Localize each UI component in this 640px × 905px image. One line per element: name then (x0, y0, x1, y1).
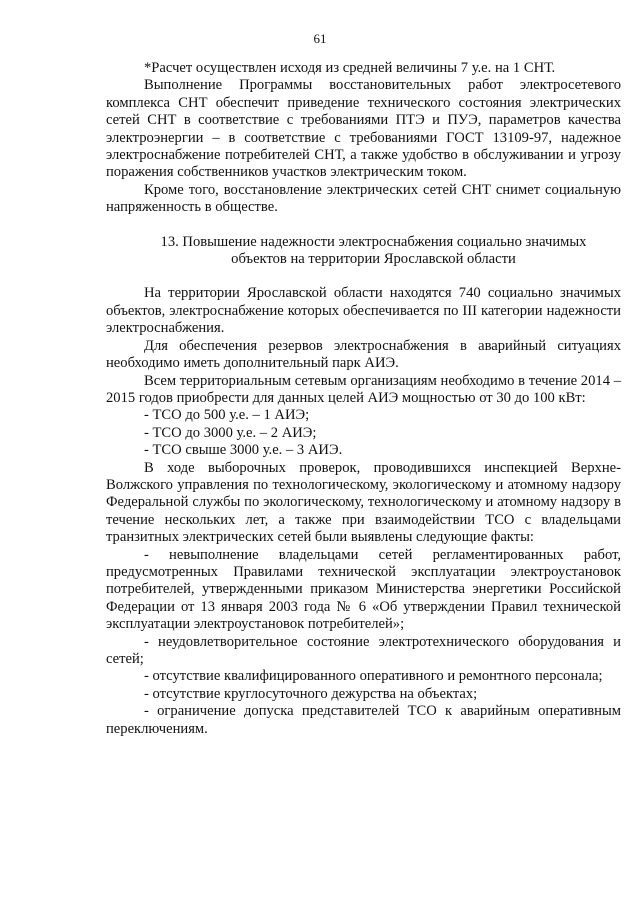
section-heading-line-1: 13. Повышение надежности электроснабжения социально значимых (160, 233, 587, 250)
footnote: *Расчет осуществлен исходя из средней величины 7 у.е. на 1 СНТ. (144, 60, 556, 76)
paragraph-aie-purchase: Всем территориальным сетевым организациям необходимо в течение 2014 – 2015 годов приобрести для данных целей АИЭ мощностью от 30 до 100 кВт: (106, 372, 621, 406)
list-item-fact-regulations: - невыполнение владельцами сетей регламентированных работ, предусмотренных Правилами технической эксплуатации электроустановок потребителей, утвержденными приказом Министерства энергетики Российской Федерации от 13 января 2003 года № 6 «Об утверждении Правил технической эксплуатации электроустановок потребителей»; (106, 546, 621, 633)
list-item-tso-3000: - ТСО до 3000 у.е. – 2 АИЭ; (144, 424, 317, 441)
paragraph-inspection-findings: В ходе выборочных проверок, проводившихся инспекцией Верхне-Волжского управления по технологическому, экологическому и атомному надзору Федеральной службы по экологическому, технологическому и атомному надзору в течение нескольких лет, а также при взаимодействии ТСО с владельцами транзитных электрических сетей были выявлены следующие факты: (106, 459, 621, 546)
list-item-tso-500: - ТСО до 500 у.е. – 1 АИЭ; (144, 407, 310, 424)
paragraph-social-objects: На территории Ярославской области находятся 740 социально значимых объектов, электроснабжение которых обеспечивается по III категории надежности электроснабжения. (106, 285, 621, 337)
list-item-fact-equipment: - неудовлетворительное состояние электротехнического оборудования и сетей; (106, 633, 621, 667)
spacer (106, 268, 621, 285)
list-item-fact-personnel: - отсутствие квалифицированного оперативного и ремонтного персонала; (144, 668, 603, 685)
paragraph-reserve-park: Для обеспечения резервов электроснабжения в аварийный ситуациях необходимо иметь дополнительный парк АИЭ. (106, 337, 621, 372)
section-heading-line-2: объектов на территории Ярославской области (231, 251, 516, 268)
list-item-fact-duty: - отсутствие круглосуточного дежурства на объектах; (144, 685, 478, 702)
section-heading (106, 234, 621, 269)
list-item-fact-access: - ограничение допуска представителей ТСО к аварийным оперативным переключениям. (106, 703, 621, 737)
paragraph-social-tension: Кроме того, восстановление электрических сетей СНТ снимет социальную напряженность в обществе. (106, 181, 621, 216)
list-item-tso-over-3000: - ТСО свыше 3000 у.е. – 3 АИЭ. (144, 442, 343, 459)
page-number: 61 (313, 31, 327, 46)
spacer (106, 217, 621, 234)
document-body (106, 60, 621, 738)
paragraph-program-results: Выполнение Программы восстановительных работ электросетевого комплекса СНТ обеспечит приведение технического состояния электрических сетей СНТ в соответствие с требованиями ПТЭ и ПУЭ, параметров качества электроэнергии – в соответствие с требованиями ГОСТ 13109-97, надежное электроснабжение потребителей СНТ, а также удобство в обслуживании и угрозу поражения собственников участков электрическим током. (106, 77, 621, 181)
